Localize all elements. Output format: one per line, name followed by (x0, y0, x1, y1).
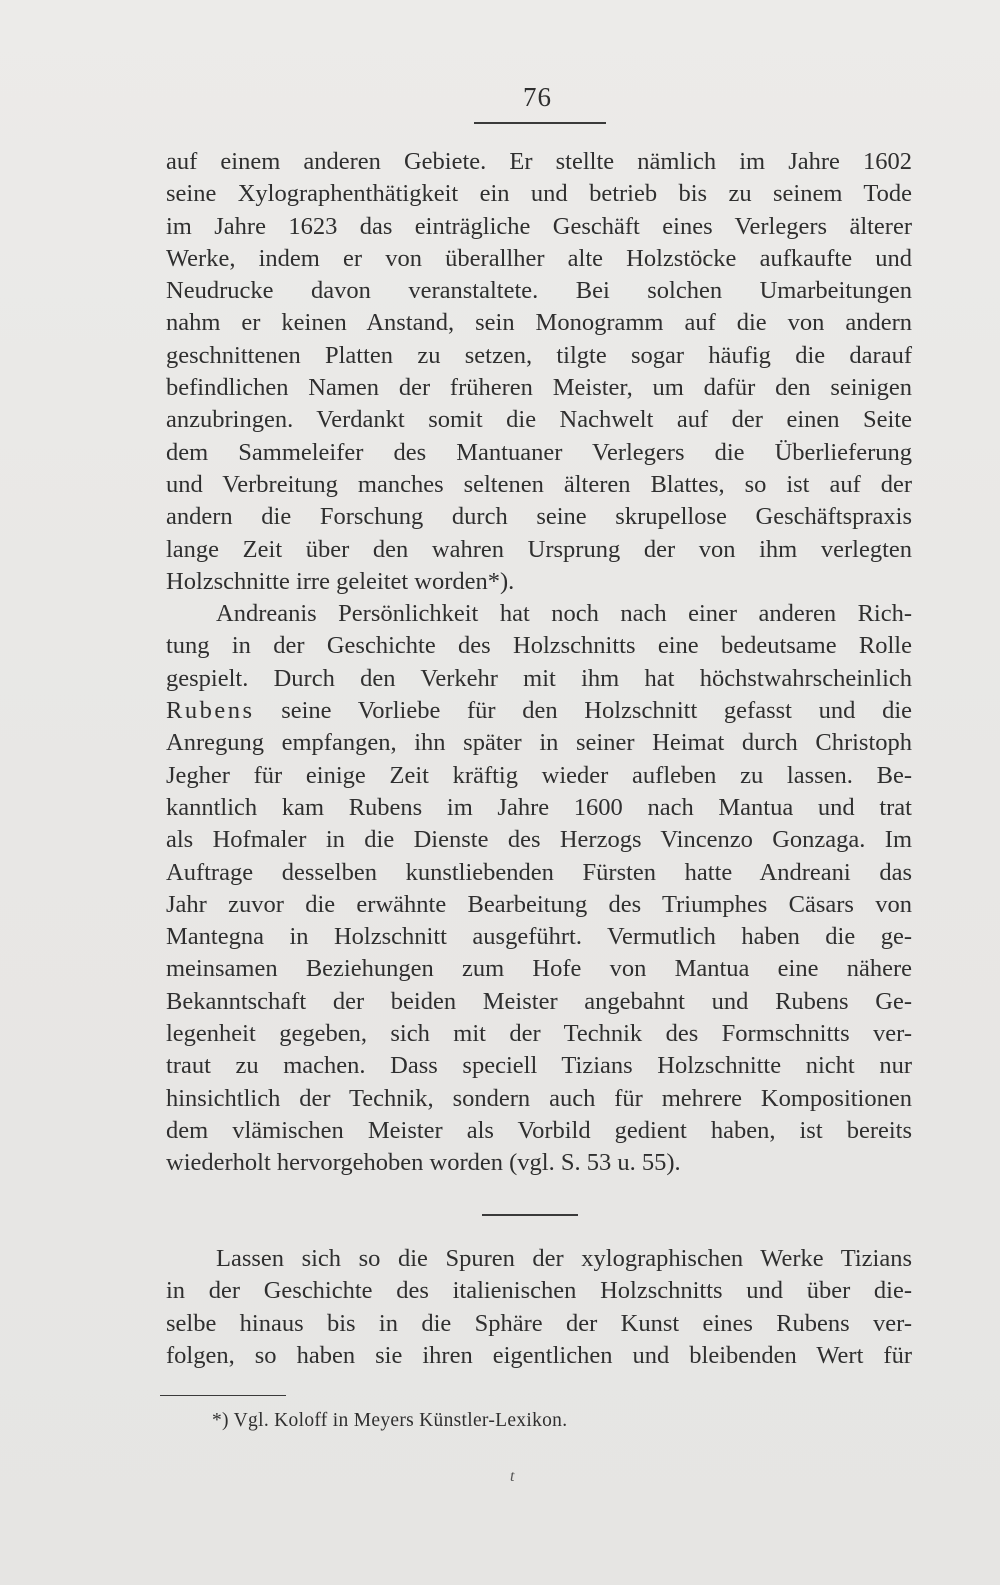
text-line: Auftrage desselben kunstliebenden Fürsten hatte Andreani das (166, 858, 912, 886)
text-line: Anregung empfangen, ihn später in seiner Heimat durch Christoph (166, 729, 912, 757)
text-line-rest: seine Vorliebe für den Holzschnitt gefasst und die (281, 697, 913, 725)
text-line: Mantegna in Holzschnitt ausgeführt. Vermutlich haben die ge- (166, 923, 912, 951)
text-line: legenheit gegeben, sich mit der Technik des Formschnitts ver- (166, 1020, 912, 1048)
text-line: im Jahre 1623 das einträgliche Geschäft eines Verlegers älterer (166, 212, 912, 240)
text-line: dem Sammeleifer des Mantuaner Verlegers die Überlieferung (166, 438, 912, 466)
text-line: selbe hinaus bis in die Sphäre der Kunst eines Rubens ver- (166, 1309, 912, 1337)
text-line: geschnittenen Platten zu setzen, tilgte sogar häufig die darauf (166, 341, 912, 369)
text-line: Holzschnitte irre geleitet worden*). (166, 567, 515, 595)
text-line-rubens (166, 695, 912, 727)
text-line: kanntlich kam Rubens im Jahre 1600 nach Mantua und trat (166, 793, 912, 821)
section-divider (482, 1214, 578, 1216)
text-line: in der Geschichte des italienischen Holzschnitts und über die- (166, 1277, 912, 1305)
text-line: befindlichen Namen der früheren Meister, um dafür den seinigen (166, 374, 912, 402)
rubens-spaced-word: Rubens (166, 697, 255, 725)
text-line: folgen, so haben sie ihren eigentlichen und bleibenden Wert für (166, 1341, 912, 1369)
text-line: seine Xylographenthätigkeit ein und betrieb bis zu seinem Tode (166, 180, 912, 208)
text-line: gespielt. Durch den Verkehr mit ihm hat höchstwahrscheinlich (166, 664, 912, 692)
text-line: nahm er keinen Anstand, sein Monogramm auf die von andern (166, 309, 912, 337)
signature-mark: t (510, 1468, 515, 1485)
text-line: auf einem anderen Gebiete. Er stellte nämlich im Jahre 1602 (166, 148, 912, 175)
text-line: Bekanntschaft der beiden Meister angebahnt und Rubens Ge- (166, 987, 912, 1015)
text-line: dem vlämischen Meister als Vorbild gedient haben, ist bereits (166, 1116, 912, 1144)
footnote-rule (160, 1395, 286, 1396)
text-line: wiederholt hervorgehoben worden (vgl. S. 53 u. 55). (166, 1149, 681, 1177)
footnote: *) Vgl. Koloff in Meyers Künstler-Lexikon. (212, 1410, 568, 1431)
main-text (166, 146, 912, 1180)
text-line: als Hofmaler in die Dienste des Herzogs Vincenzo Gonzaga. Im (166, 826, 912, 854)
second-paragraph (166, 1243, 912, 1372)
page-number: 76 (523, 82, 552, 112)
text-line: meinsamen Beziehungen zum Hofe von Mantua eine nähere (166, 955, 912, 983)
text-line: traut zu machen. Dass speciell Tizians Holzschnitte nicht nur (166, 1052, 912, 1080)
text-line: tung in der Geschichte des Holzschnitts eine bedeutsame Rolle (166, 632, 912, 660)
text-line: Lassen sich so die Spuren der xylographischen Werke Tizians (216, 1245, 912, 1272)
text-line: und Verbreitung manches seltenen älteren Blattes, so ist auf der (166, 470, 912, 498)
header-rule (474, 122, 606, 124)
text-line: Jegher für einige Zeit kräftig wieder aufleben zu lassen. Be- (166, 761, 912, 789)
text-line: Neudrucke davon veranstaltete. Bei solchen Umarbeitungen (166, 277, 912, 305)
text-line: Werke, indem er von überallher alte Holzstöcke aufkaufte und (166, 244, 912, 272)
text-line: anzubringen. Verdankt somit die Nachwelt auf der einen Seite (166, 406, 912, 434)
text-line: andern die Forschung durch seine skrupellose Geschäftspraxis (166, 503, 912, 531)
text-line: lange Zeit über den wahren Ursprung der von ihm verlegten (166, 535, 912, 563)
text-line: Jahr zuvor die erwähnte Bearbeitung des Triumphes Cäsars von (166, 890, 912, 918)
text-line: hinsichtlich der Technik, sondern auch für mehrere Kompositionen (166, 1084, 912, 1112)
text-line: Andreanis Persönlichkeit hat noch nach einer anderen Rich- (216, 600, 912, 628)
